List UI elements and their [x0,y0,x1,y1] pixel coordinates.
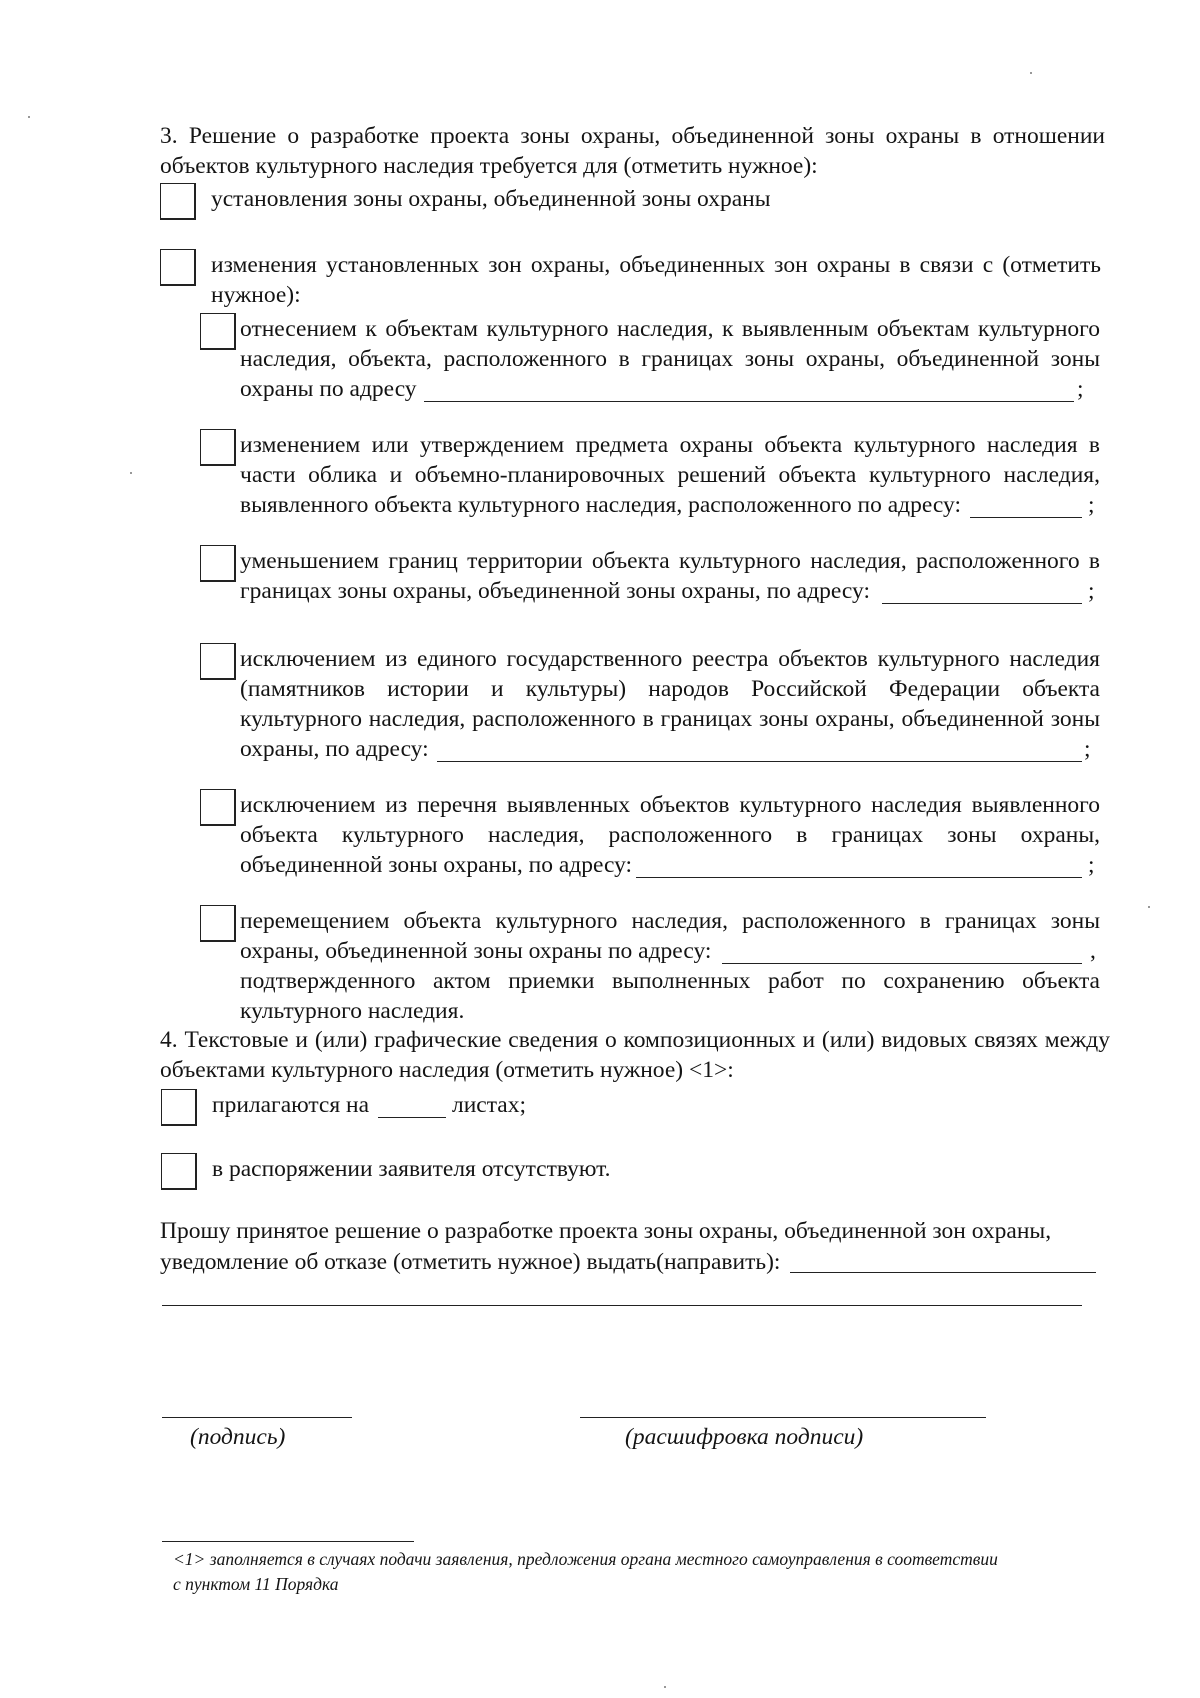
option-absent: в распоряжении заявителя отсутствуют. [212,1156,611,1182]
sub-classification-line1: отнесением к объектам культурного наследия, к выявленным объектам культурного [240,316,1100,342]
sub-protection-subject-line1: изменением или утверждением предмета охраны объекта культурного наследия в [240,432,1100,458]
checkbox-sub-relocation[interactable] [200,905,236,942]
address-field-sub5[interactable] [636,877,1082,878]
option-change-zones-line1: изменения установленных зон охраны, объединенных зон охраны в связи с (отметить [211,252,1101,278]
sub-exclude-list-line2: объекта культурного наследия, расположенного в границах зоны охраны, [240,822,1100,848]
checkbox-sub-exclude-register[interactable] [200,643,236,680]
sub-reduce-borders-line1: уменьшением границ территории объекта культурного наследия, расположенного в [240,548,1100,574]
sub-exclude-register-line2: (памятников истории и культуры) народов Российской Федерации объекта [240,676,1100,702]
checkbox-absent[interactable] [161,1153,197,1190]
checkbox-change-zones[interactable] [160,249,196,286]
sub-reduce-borders-line2: границах зоны охраны, объединенной зоны охраны, по адресу: [240,578,871,604]
checkbox-sub-exclude-list[interactable] [200,789,236,826]
sub-exclude-register-line4: охраны, по адресу: [240,736,429,762]
sub-relocation-line1: перемещением объекта культурного наследия, расположенного в границах зоны [240,908,1100,934]
semicolon: ; [1077,376,1084,402]
sub-relocation-line4: культурного наследия. [240,998,465,1024]
sub-relocation-line3: подтвержденного актом приемки выполненных работ по сохранению объекта [240,968,1100,994]
semicolon: ; [1088,492,1095,518]
sub-classification-line3: охраны по адресу [240,376,417,402]
footnote-separator [162,1541,414,1542]
semicolon: ; [1084,736,1091,762]
sub-protection-subject-line3: выявленного объекта культурного наследия, расположенного по адресу: [240,492,961,518]
signature-field[interactable] [162,1417,352,1418]
request-line2: уведомление об отказе (отметить нужное) выдать(направить): [160,1249,781,1275]
section4-heading-line1: 4. Текстовые и (или) графические сведения о композиционных и (или) видовых связях между [160,1027,1110,1053]
section3-heading-line2: объектов культурного наследия требуется для (отметить нужное): [160,153,818,179]
delivery-method-field-continued[interactable] [162,1305,1082,1306]
section3-heading-line1: 3. Решение о разработке проекта зоны охраны, объединенной зоны охраны в отношении [160,123,1105,149]
signature-decode-label: (расшифровка подписи) [625,1424,864,1450]
scan-speck [1148,906,1150,908]
sub-exclude-register-line1: исключением из единого государственного реестра объектов культурного наследия [240,646,1100,672]
footnote-line2: с пунктом 11 Порядка [173,1574,339,1594]
semicolon: ; [1088,578,1095,604]
address-field-sub6[interactable] [722,963,1082,964]
scan-speck [1030,72,1032,74]
checkbox-attached[interactable] [161,1089,197,1126]
checkbox-establish-zone[interactable] [160,183,196,220]
sub-exclude-list-line1: исключением из перечня выявленных объектов культурного наследия выявленного [240,792,1100,818]
sub-relocation-line2: охраны, объединенной зоны охраны по адресу: [240,938,712,964]
checkbox-sub-reduce-borders[interactable] [200,545,236,582]
option-attached-prefix: прилагаются на [212,1092,370,1118]
footnote-line1: <1> заполняется в случаях подачи заявления, предложения органа местного самоуправления в соответствии [173,1549,998,1569]
request-line1: Прошу принятое решение о разработке проекта зоны охраны, объединенной зон охраны, [160,1218,1052,1244]
sub-classification-line2: наследия, объекта, расположенного в границах зоны охраны, объединенной зоны [240,346,1100,372]
sub-protection-subject-line2: части облика и объемно-планировочных решений объекта культурного наследия, [240,462,1100,488]
address-field-sub3[interactable] [882,603,1082,604]
scan-speck [130,472,132,474]
option-attached-suffix: листах; [452,1092,526,1118]
semicolon: ; [1088,852,1095,878]
signature-decode-field[interactable] [580,1417,986,1418]
option-change-zones-line2: нужное): [211,282,301,308]
option-establish-zone: установления зоны охраны, объединенной зоны охраны [211,186,771,212]
comma: , [1090,938,1096,964]
address-field-sub1[interactable] [424,401,1074,402]
sheets-count-field[interactable] [378,1117,446,1118]
sub-exclude-list-line3: объединенной зоны охраны, по адресу: [240,852,633,878]
checkbox-sub-classification[interactable] [200,313,236,350]
signature-label: (подпись) [190,1424,286,1450]
section4-heading-line2: объектами культурного наследия (отметить нужное) <1>: [160,1057,734,1083]
scan-speck [28,116,30,118]
delivery-method-field[interactable] [790,1272,1096,1273]
sub-exclude-register-line3: культурного наследия, расположенного в границах зоны охраны, объединенной зоны [240,706,1100,732]
address-field-sub2[interactable] [970,517,1082,518]
scan-speck [664,1686,666,1688]
address-field-sub4[interactable] [437,761,1082,762]
checkbox-sub-protection-subject[interactable] [200,429,236,466]
